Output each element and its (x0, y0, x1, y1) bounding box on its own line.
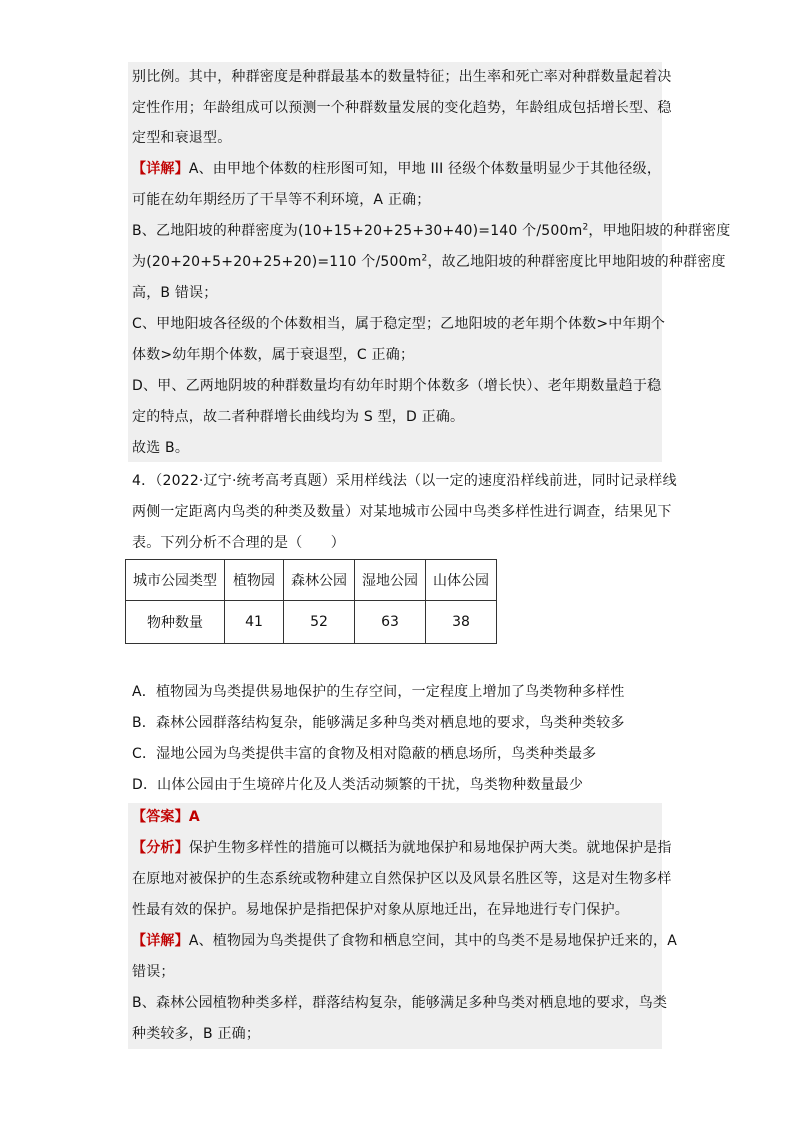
passage-line: 别比例。其中，种群密度是种群最基本的数量特征；出生率和死亡率对种群数量起着决 (132, 69, 672, 85)
table-cell: 52 (284, 601, 355, 644)
passage-line: 定性作用；年龄组成可以预测一个种群数量发展的变化趋势，年龄组成包括增长型、稳 (132, 100, 672, 116)
question-stem-line: 4．（2022·辽宁·统考高考真题）采用样线法（以一定的速度沿样线前进，同时记录样线 (132, 473, 677, 489)
detail-line: 故选 B。 (132, 440, 190, 456)
table-cell: 41 (225, 601, 284, 644)
option-c: C．湿地公园为鸟类提供丰富的食物及相对隐蔽的栖息场所，鸟类种类最多 (132, 746, 597, 762)
question-stem-line: 两侧一定距离内鸟类的种类及数量）对某地城市公园中鸟类多样性进行调查，结果见下 (132, 504, 672, 520)
detail-line: B、森林公园植物种类多样，群落结构复杂，能够满足多种鸟类对栖息地的要求，鸟类 (132, 995, 668, 1011)
detail-text: 为(20+20+5+20+25+20)=110 个/500m (132, 254, 422, 270)
table-header-cell: 森林公园 (284, 560, 355, 601)
detail-text: B、乙地阳坡的种群密度为(10+15+20+25+30+40)=140 个/500m (132, 223, 583, 239)
superscript: 2 (421, 253, 428, 264)
detail-line (132, 932, 677, 950)
table-header-cell: 山体公园 (426, 560, 497, 601)
detail-text: A、由甲地个体数的柱形图可知，甲地 III 径级个体数量明显少于其他径级， (188, 161, 662, 177)
analysis-line: 性最有效的保护。易地保护是指把保护对象从原地迁出，在异地进行专门保护。 (132, 902, 629, 918)
detail-line (132, 160, 661, 178)
option-a: A．植物园为鸟类提供易地保护的生存空间，一定程度上增加了鸟类物种多样性 (132, 684, 625, 700)
detail-tag: 【详解】 (132, 161, 189, 177)
detail-line: 体数>幼年期个体数，属于衰退型，C 正确； (132, 347, 415, 363)
detail-text: ，甲地阳坡的种群密度 (588, 223, 731, 239)
table-header-cell: 城市公园类型 (126, 560, 225, 601)
table-row (126, 601, 497, 644)
detail-line: D、甲、乙两地阴坡的种群数量均有幼年时期个体数多（增长快）、老年期数量趋于稳 (132, 378, 662, 394)
option-d: D．山体公园由于生境碎片化及人类活动频繁的干扰，鸟类物种数量最少 (132, 777, 584, 793)
detail-line (132, 222, 730, 240)
analysis-line: 在原地对被保护的生态系统或物种建立自然保护区以及风景名胜区等，这是对生物多样 (132, 871, 672, 887)
analysis-tag: 【分析】 (132, 840, 189, 856)
passage-line: 定型和衰退型。 (132, 130, 232, 146)
analysis-line (132, 839, 672, 857)
table-cell: 63 (355, 601, 426, 644)
table-header-cell: 植物园 (225, 560, 284, 601)
answer-value: A (188, 809, 200, 825)
detail-text: A、植物园为鸟类提供了食物和栖息空间，其中的鸟类不是易地保护迁来的，A (188, 933, 677, 949)
analysis-text: 保护生物多样性的措施可以概括为就地保护和易地保护两大类。就地保护是指 (188, 840, 672, 856)
detail-line: 高，B 错误； (132, 285, 218, 301)
detail-line (132, 253, 726, 271)
table-header-cell: 湿地公园 (355, 560, 426, 601)
table-cell: 物种数量 (126, 601, 225, 644)
table-header-row (126, 560, 497, 601)
detail-line: 可能在幼年期经历了干旱等不利环境，A 正确； (132, 192, 431, 208)
option-b: B．森林公园群落结构复杂，能够满足多种鸟类对栖息地的要求，鸟类种类较多 (132, 715, 625, 731)
answer-tag: 【答案】 (132, 809, 189, 825)
answer-line (132, 808, 200, 826)
detail-line: 定的特点，故二者种群增长曲线均为 S 型，D 正确。 (132, 409, 465, 425)
bird-species-table (125, 559, 497, 644)
detail-line: 错误； (132, 964, 175, 980)
superscript: 2 (582, 222, 589, 233)
detail-line: C、甲地阳坡各径级的个体数相当，属于稳定型；乙地阳坡的老年期个体数>中年期个 (132, 316, 666, 332)
detail-tag: 【详解】 (132, 933, 189, 949)
question-stem-line: 表。下列分析不合理的是（ ） (132, 535, 345, 551)
detail-line: 种类较多，B 正确； (132, 1026, 261, 1042)
table-cell: 38 (426, 601, 497, 644)
detail-text: ，故乙地阳坡的种群密度比甲地阳坡的种群密度 (427, 254, 726, 270)
